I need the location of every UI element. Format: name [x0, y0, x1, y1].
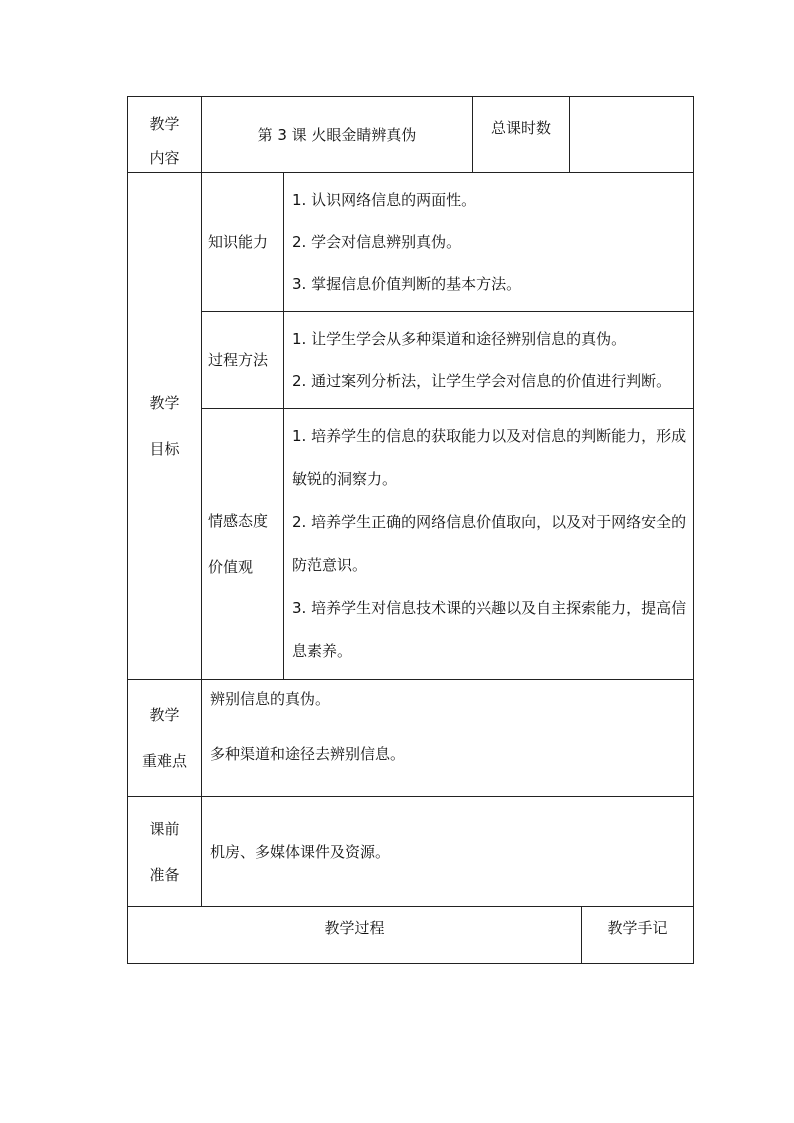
content-label-cell	[128, 97, 202, 173]
knowledge-row	[128, 173, 694, 312]
objectives-label-line-2: 目标	[149, 440, 180, 458]
preparation-label-line-2: 准备	[149, 865, 180, 884]
footer-row	[128, 907, 694, 964]
teaching-notes-label: 教学手记	[582, 907, 694, 964]
objectives-label-line-1: 教学	[149, 394, 180, 412]
lesson-title: 第 3 课 火眼金睛辨真伪	[202, 97, 473, 173]
emotion-item: 3. 培养学生对信息技术课的兴趣以及自主探索能力，提高信息素养。	[292, 599, 687, 660]
emotion-item: 1. 培养学生的信息的获取能力以及对信息的判断能力，形成敏锐的洞察力。	[292, 427, 687, 488]
preparation-content: 机房、多媒体课件及资源。	[202, 797, 694, 907]
key-point-line: 多种渠道和途径去辨别信息。	[210, 745, 406, 763]
key-points-row	[128, 680, 694, 797]
content-label-line-2: 内容	[149, 148, 180, 167]
process-item: 2. 通过案列分析法，让学生学会对信息的价值进行判断。	[292, 372, 672, 390]
content-label-line-1: 教学	[149, 114, 180, 133]
knowledge-item: 2. 学会对信息辨别真伪。	[292, 233, 462, 251]
knowledge-label: 知识能力	[202, 173, 284, 312]
knowledge-item: 1. 认识网络信息的两面性。	[292, 191, 477, 209]
preparation-label-line-1: 课前	[149, 819, 180, 838]
key-points-label-line-1: 教学	[149, 706, 180, 724]
key-points-content	[202, 680, 694, 797]
objectives-label-cell	[128, 173, 202, 680]
emotion-label-line-2: 价值观	[208, 558, 254, 576]
key-point-line: 辨别信息的真伪。	[210, 690, 331, 708]
process-items	[284, 312, 694, 409]
teaching-process-label: 教学过程	[128, 907, 582, 964]
emotion-label-cell	[202, 409, 284, 680]
knowledge-item: 3. 掌握信息价值判断的基本方法。	[292, 275, 522, 293]
preparation-label-cell	[128, 797, 202, 907]
emotion-item: 2. 培养学生正确的网络信息价值取向，以及对于网络安全的防范意识。	[292, 513, 687, 574]
process-row	[128, 312, 694, 409]
emotion-label-line-1: 情感态度	[208, 512, 269, 530]
total-hours-label: 总课时数	[473, 97, 570, 173]
header-row	[128, 97, 694, 173]
key-points-label-line-2: 重难点	[141, 752, 187, 770]
lesson-plan-table	[127, 96, 694, 964]
knowledge-items	[284, 173, 694, 312]
process-label: 过程方法	[202, 312, 284, 409]
total-hours-value	[570, 97, 694, 173]
process-item: 1. 让学生学会从多种渠道和途径辨别信息的真伪。	[292, 330, 627, 348]
key-points-label-cell	[128, 680, 202, 797]
emotion-items	[284, 409, 694, 680]
emotion-row	[128, 409, 694, 680]
preparation-row	[128, 797, 694, 907]
